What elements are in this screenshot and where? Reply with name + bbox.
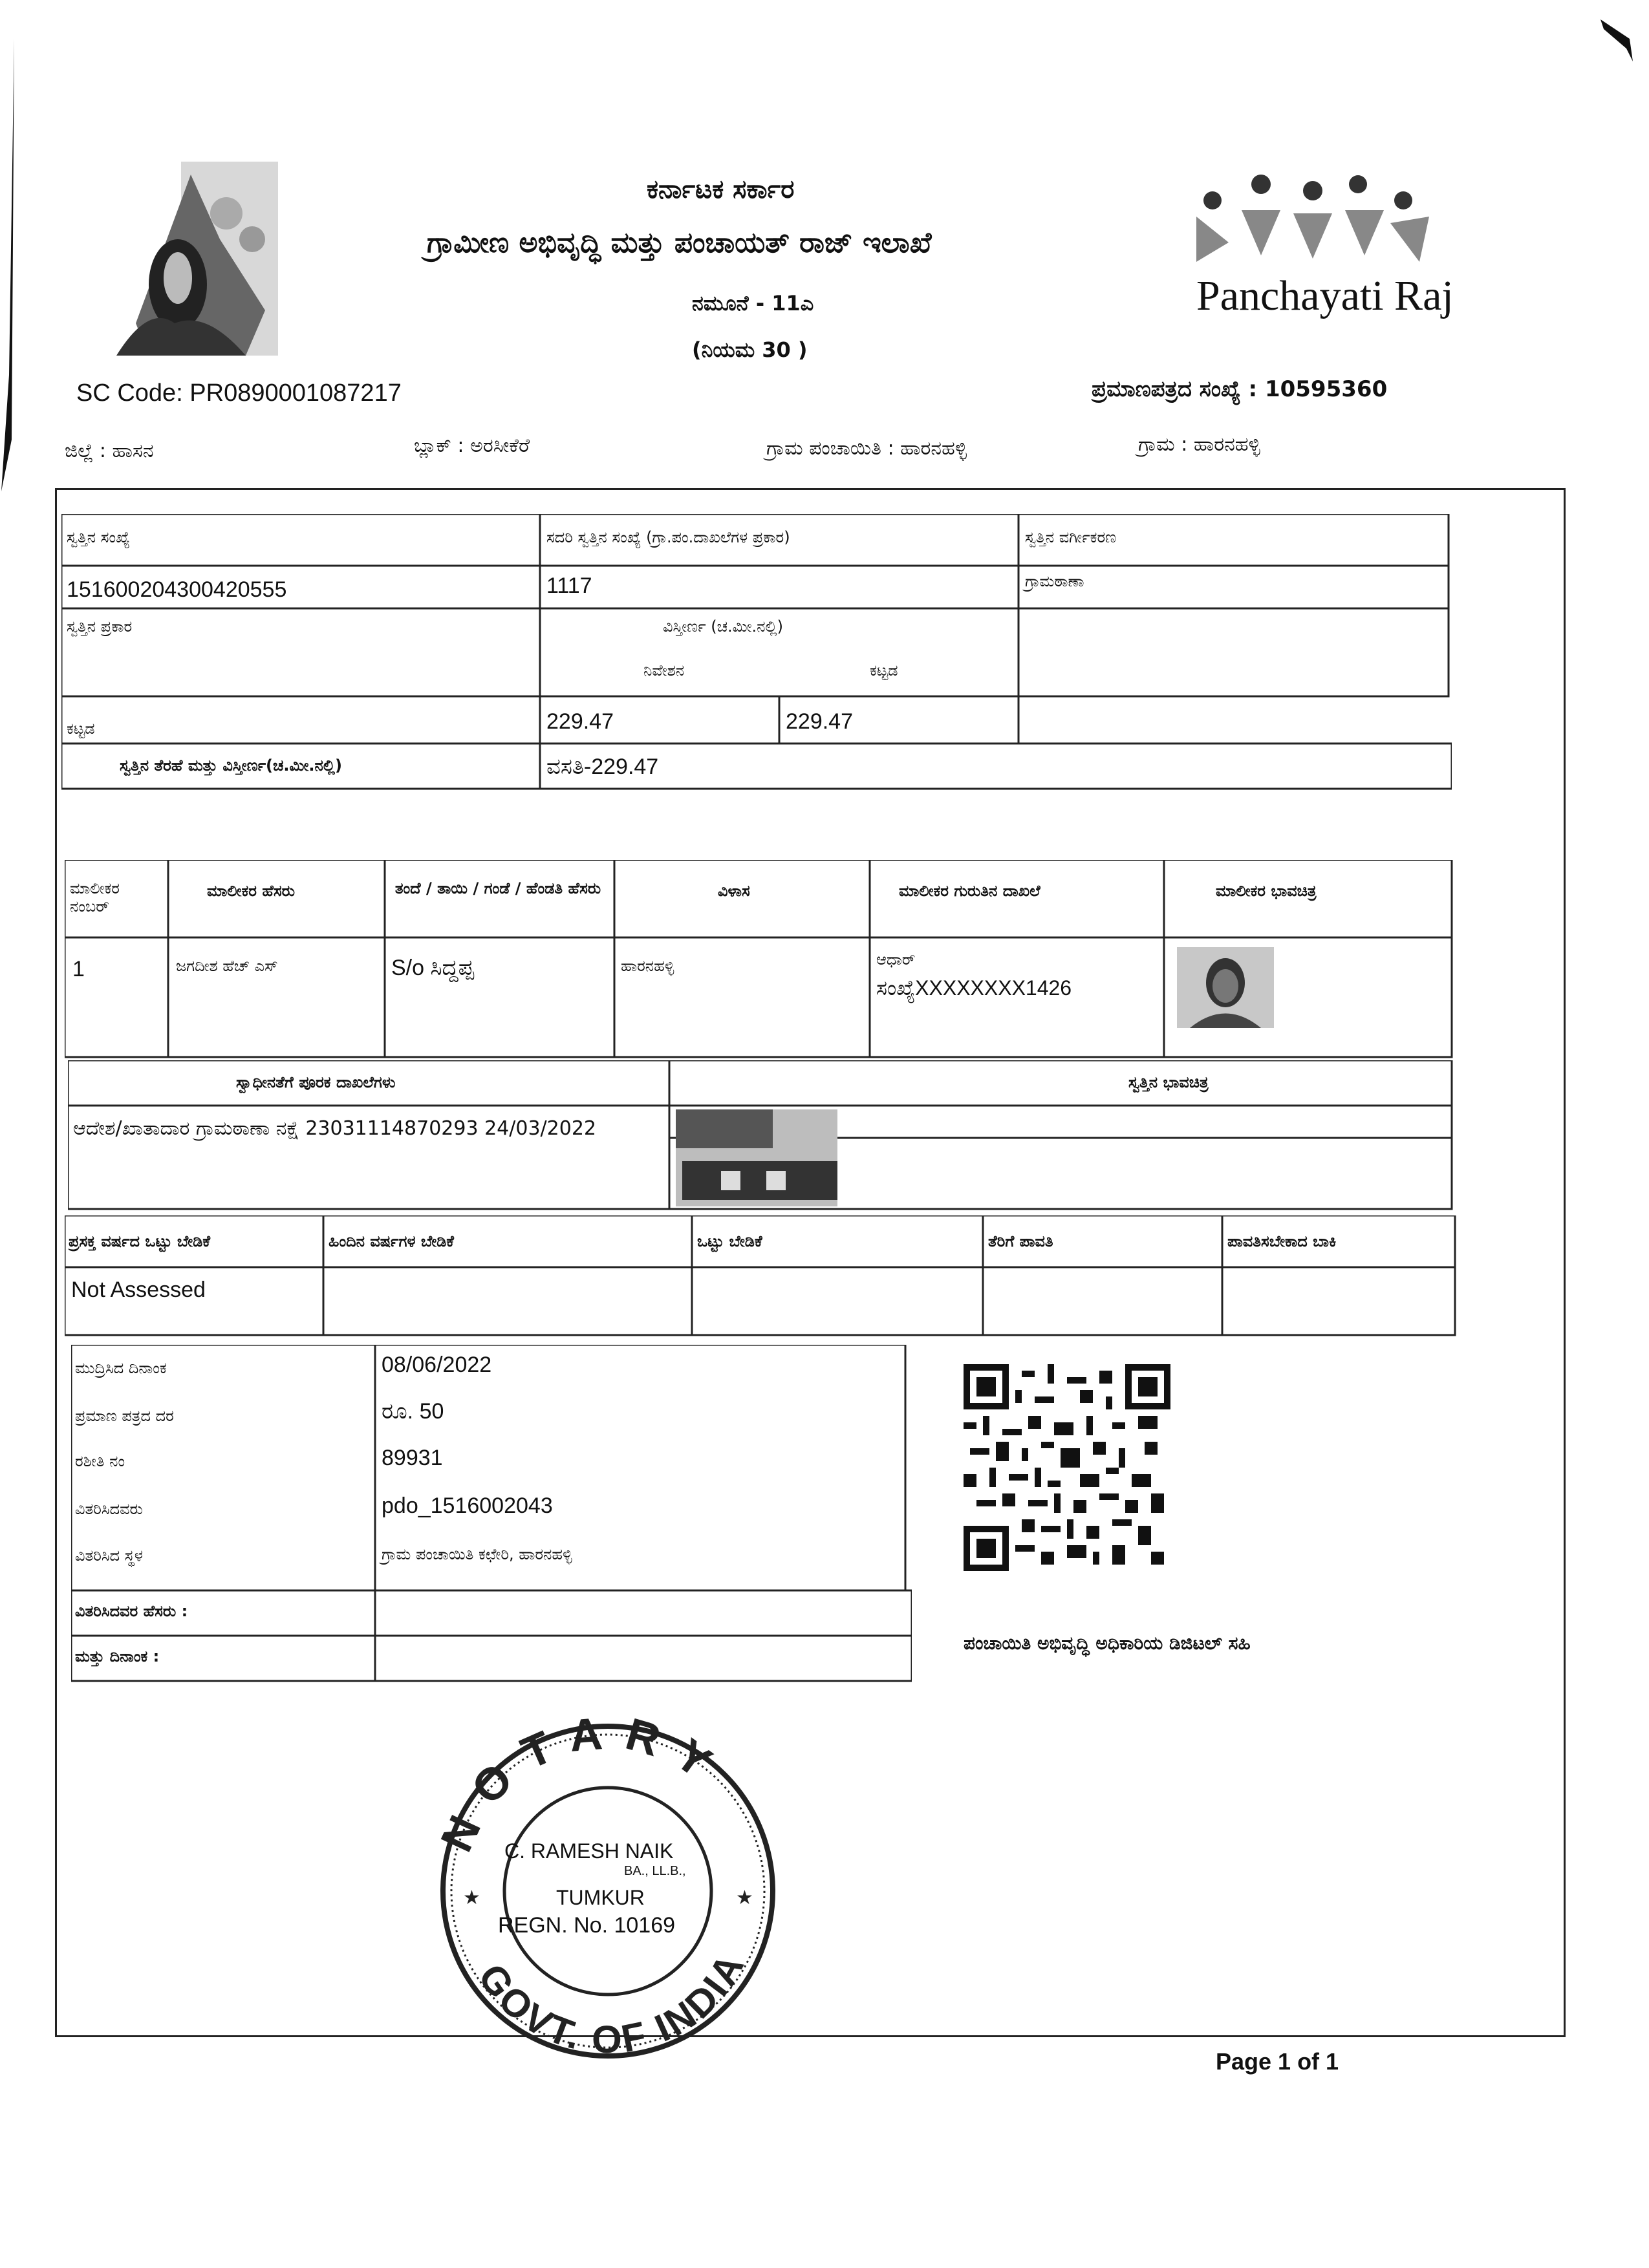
village: ಗ್ರಾಮ : ಹಾರನಹಳ್ಳಿ bbox=[1138, 433, 1260, 456]
owner-name-value: ಜಗದೀಶ ಹೆಚ್ ಎಸ್ bbox=[176, 957, 278, 975]
relation-header: ತಂದೆ / ತಾಯಿ / ಗಂಡೆ / ಹೆಂಡತಿ ಹೆಸರು bbox=[394, 879, 601, 897]
date-label: ಮತ್ತು ದಿನಾಂಕ : bbox=[75, 1647, 160, 1665]
block: ಬ್ಲಾಕ್ : ಅರಸೀಕೆರೆ bbox=[414, 434, 530, 457]
digital-signature-label: ಪಂಚಾಯಿತಿ ಅಭಿವೃದ್ಧಿ ಅಧಿಕಾರಿಯ ಡಿಜಿಟಲ್ ಸಹಿ bbox=[964, 1632, 1251, 1654]
panchayati-raj-logo bbox=[1190, 171, 1436, 281]
owner-photo-header: ಮಾಲೀಕರ ಭಾವಚಿತ್ರ bbox=[1216, 882, 1317, 900]
issuer-label: ವಿತರಿಸಿದವರು bbox=[75, 1500, 143, 1518]
header-rule: (ನಿಯಮ 30 ) bbox=[692, 337, 808, 362]
place-label: ವಿತರಿಸಿದ ಸ್ಥಳ bbox=[75, 1546, 143, 1565]
owner-name-header: ಮಾಲೀಕರ ಹೆಸರು bbox=[207, 882, 296, 900]
documents-table bbox=[68, 1060, 1458, 1215]
receipt-value: 89931 bbox=[382, 1446, 443, 1470]
receipt-label: ರಶೀತಿ ನಂ bbox=[75, 1452, 125, 1470]
stamp-name: C. RAMESH NAIK bbox=[504, 1839, 674, 1863]
owner-id-line1: ಆಧಾರ್ bbox=[876, 950, 916, 968]
owner-no-header: ಮಾಲೀಕರ ನಂಬರ್ bbox=[70, 879, 120, 915]
type-header: ಸ್ವತ್ತಿನ ಪ್ರಕಾರ bbox=[67, 617, 133, 636]
owners-table bbox=[65, 860, 1455, 1060]
site-area-value: 229.47 bbox=[546, 709, 614, 734]
docs-header: ಸ್ವಾಧೀನತೆಗೆ ಪೂರಕ ದಾಖಲೆಗಳು bbox=[236, 1073, 396, 1091]
owner-no-value: 1 bbox=[72, 957, 85, 981]
svg-text:GOVT. OF INDIA bbox=[470, 1945, 753, 2059]
place-value: ಗ್ರಾಮ ಪಂಚಾಯಿತಿ ಕಛೇರಿ, ಹಾರನಹಳ್ಳಿ bbox=[382, 1545, 572, 1563]
corner-mark bbox=[1597, 13, 1636, 65]
gram-panchayat: ಗ್ರಾಮ ಪಂಚಾಯಿತಿ : ಹಾರನಹಳ್ಳಿ bbox=[766, 437, 967, 460]
issuer-value: pdo_1516002043 bbox=[382, 1493, 553, 1518]
total-demand-header: ಒಟ್ಟು ಬೇಡಿಕೆ bbox=[697, 1232, 762, 1250]
building-area-value: 229.47 bbox=[786, 709, 853, 734]
usage-header: ಸ್ವತ್ತಿನ ತೆರಹೆ ಮತ್ತು ವಿಸ್ತೀರ್ಣ(ಚ.ಮೀ.ನಲ್ಲಿ) bbox=[120, 756, 342, 775]
classification-header: ಸ್ವತ್ತಿನ ವರ್ಗೀಕರಣ bbox=[1025, 528, 1117, 546]
issue-table bbox=[71, 1345, 912, 1687]
address-value: ಹಾರನಹಳ್ಳಿ bbox=[621, 957, 674, 975]
relation-value: S/o ಸಿದ್ದಪ್ಪ bbox=[391, 956, 475, 980]
sc-code: SC Code: PR0890001087217 bbox=[76, 380, 402, 407]
scan-edge-mark bbox=[0, 39, 17, 491]
fee-label: ಪ್ರಮಾಣ ಪತ್ರದ ದರ bbox=[75, 1407, 174, 1425]
usage-value: ವಸತಿ-229.47 bbox=[546, 754, 659, 779]
type-value: ಕಟ್ಟಡ bbox=[67, 720, 95, 738]
panchayati-raj-text: Panchayati Raj bbox=[1196, 272, 1454, 319]
tax-table bbox=[65, 1215, 1461, 1345]
stamp-registration: REGN. No. 10169 bbox=[498, 1913, 676, 1938]
area-header: ವಿಸ್ತೀರ್ಣ (ಚ.ಮೀ.ನಲ್ಲಿ) bbox=[663, 617, 783, 636]
svg-text:★: ★ bbox=[736, 1887, 753, 1909]
print-date-value: 08/06/2022 bbox=[382, 1353, 492, 1377]
property-photo bbox=[676, 1109, 837, 1206]
site-header: ನಿವೇಶನ bbox=[643, 661, 685, 679]
issuer-name-label: ವಿತರಿಸಿದವರ ಹೆಸರು : bbox=[75, 1602, 188, 1620]
stamp-notary-text: NOTARY bbox=[431, 1710, 737, 1859]
certificate-number: ಪ್ರಮಾಣಪತ್ರದ ಸಂಖ್ಯೆ : 10595360 bbox=[1092, 376, 1388, 402]
property-table bbox=[61, 514, 1452, 798]
district: ಜಿಲ್ಲೆ : ಹಾಸನ bbox=[65, 440, 154, 462]
stamp-degree: BA., LL.B., bbox=[624, 1864, 686, 1878]
current-demand-value: Not Assessed bbox=[71, 1278, 206, 1302]
fee-value: ರೂ. 50 bbox=[382, 1399, 444, 1424]
address-header: ವಿಳಾಸ bbox=[718, 882, 750, 900]
owner-photo bbox=[1177, 947, 1274, 1028]
notary-stamp bbox=[414, 1710, 802, 2059]
stamp-place: TUMKUR bbox=[556, 1886, 645, 1909]
header-form-number: ನಮೂನೆ - 11ಎ bbox=[692, 291, 814, 316]
property-photo-header: ಸ್ವತ್ತಿನ ಭಾವಚಿತ್ರ bbox=[1128, 1073, 1209, 1091]
owner-id-header: ಮಾಲೀಕರ ಗುರುತಿನ ದಾಖಲೆ bbox=[899, 882, 1040, 900]
old-no-header: ಸದರಿ ಸ್ವತ್ತಿನ ಸಂಖ್ಯೆ (ಗ್ರಾ.ಪಂ.ದಾಖಲೆಗಳ ಪ್ರಕಾರ) bbox=[546, 528, 790, 546]
svg-text:★: ★ bbox=[463, 1887, 480, 1909]
page-number: Page 1 of 1 bbox=[1216, 2048, 1339, 2075]
old-no-value: 1117 bbox=[546, 573, 592, 598]
karnataka-emblem bbox=[97, 162, 285, 362]
tax-paid-header: ತೆರಿಗೆ ಪಾವತಿ bbox=[988, 1232, 1053, 1250]
property-no-header: ಸ್ವತ್ತಿನ ಸಂಖ್ಯೆ bbox=[67, 528, 130, 546]
docs-value: ಆದೇಶ/ಖಾತಾದಾರ ಗ್ರಾಮಠಾಣಾ ನಕ್ಷೆ 23031114870293 24/03/2022 bbox=[73, 1117, 596, 1140]
qr-code bbox=[964, 1364, 1170, 1571]
previous-demand-header: ಹಿಂದಿನ ವರ್ಷಗಳ ಬೇಡಿಕೆ bbox=[329, 1232, 454, 1250]
svg-text:NOTARY bbox=[431, 1710, 736, 1859]
header-department: ಗ್ರಾಮೀಣ ಅಭಿವೃದ್ಧಿ ಮತ್ತು ಪಂಚಾಯತ್ ರಾಜ್ ಇಲಾಖೆ bbox=[427, 226, 932, 259]
owner-id-line2: ಸಂಖ್ಯೆXXXXXXXX1426 bbox=[876, 976, 1072, 1000]
building-header: ಕಟ್ಟಡ bbox=[870, 661, 898, 679]
header-government: ಕರ್ನಾಟಕ ಸರ್ಕಾರ bbox=[647, 175, 795, 204]
current-demand-header: ಪ್ರಸಕ್ತ ವರ್ಷದ ಒಟ್ಟು ಬೇಡಿಕೆ bbox=[69, 1232, 211, 1250]
stamp-govt-text: GOVT. OF INDIA bbox=[469, 1945, 753, 2059]
classification-value: ಗ್ರಾಮಠಾಣಾ bbox=[1025, 572, 1084, 590]
print-date-label: ಮುದ್ರಿಸಿದ ದಿನಾಂಕ bbox=[75, 1359, 167, 1377]
property-no-value: 151600204300420555 bbox=[67, 577, 287, 602]
balance-header: ಪಾವತಿಸಬೇಕಾದ ಬಾಕಿ bbox=[1227, 1232, 1337, 1250]
